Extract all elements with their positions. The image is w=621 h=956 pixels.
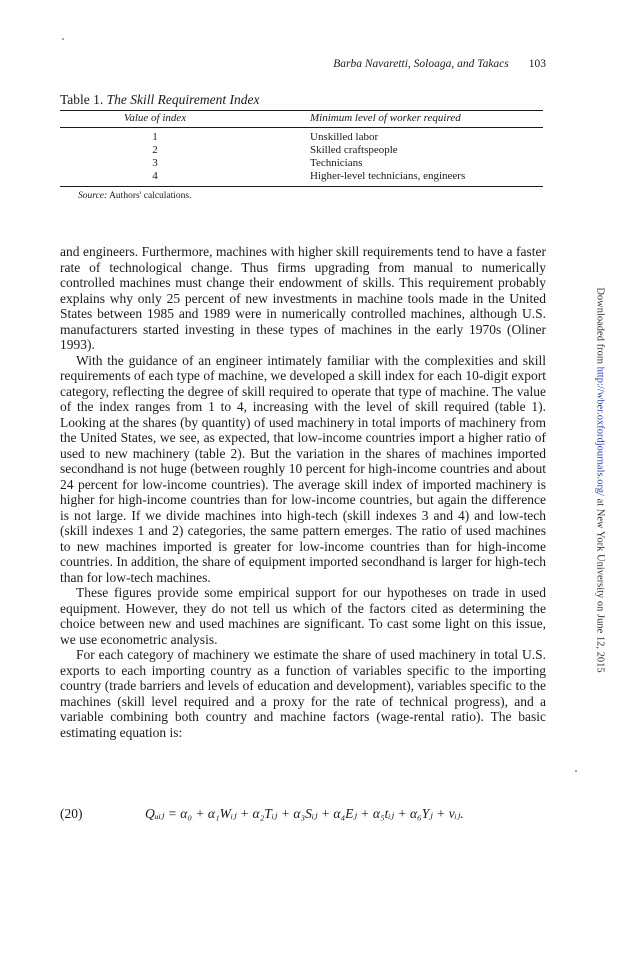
table-cell-worker: Technicians xyxy=(310,157,363,169)
source-label: Source: xyxy=(78,191,108,201)
equation-body: Qᵤᵢⱼ = α₀ + α₁Wᵢⱼ + α₂Tᵢⱼ + α₃Sᵢⱼ + α₄Eⱼ + α₅tᵢⱼ + α₆Yⱼ + vᵢⱼ. xyxy=(145,806,464,821)
paragraph-4: For each category of machinery we estimate the share of used machinery in total U.S. exports to each importing country as a function of variables specific to the importing country (trade barriers and levels of education and development), variables specific to the machines (skill level required and a proxy for the rate of technical progress), and a variable combining both country and machine factors (wage-rental ratio). The basic estimating equation is: xyxy=(60,647,546,740)
column-header-index: Value of index xyxy=(123,112,187,124)
table-row xyxy=(60,157,543,170)
table-row xyxy=(60,131,543,144)
table-1 xyxy=(60,92,543,201)
paragraph-1: and engineers. Furthermore, machines with higher skill requirements tend to have a faster rate of technological change. Thus firms upgrading from manual to numerically controlled machines must change their endowment of skills. This requirement probably explains why only 25 percent of new investments in machine tools made in the United States between 1985 and 1989 were in numerically controlled machines, although U.S. manufacturers started investing in these types of machines in the early 1970s (Oliner 1993). xyxy=(60,244,546,352)
table-cell-index: 1 xyxy=(152,131,158,143)
scan-speck xyxy=(62,38,64,40)
table-row xyxy=(60,170,543,183)
paragraph-3: These figures provide some empirical support for our hypotheses on trade in used equipment. However, they do not tell us which of the factors cited as determining the choice between new and used machines are significant. To cast some light on this issue, we use econometric analysis. xyxy=(60,585,546,647)
paragraph-2: With the guidance of an engineer intimately familiar with the complexities and skill requirements of each type of machine, we developed a skill index for each 10-digit export category, reflecting the degree of skill required to operate that type of machine. The value of the index ranges from 1 to 4, increasing with the level of skill required (table 1). Looking at the shares (by quantity) of used machinery in total imports of machinery from the United States, we see, as expected, that low-income countries import a higher ratio of used to new machinery (table 2). But the variation in the shares of machines imported secondhand is not huge (between roughly 10 percent for high-income countries and about 24 percent for low-income countries). The average skill index of imported machinery is higher for high-income countries than for low-income countries, but again the difference is not large. If we divide machines into high-tech (skill indexes 3 and 4) and low-tech (skill indexes 1 and 2) categories, the same pattern emerges. The ratio of used machines to new machines imported is greater for low-income countries than for high-income countries. In addition, the share of equipment imported secondhand is larger for high-tech than for low-tech machines. xyxy=(60,352,546,585)
watermark-suffix: at New York University on June 12, 2015 xyxy=(594,495,606,673)
table-bottom-rule xyxy=(60,186,543,187)
table-cell-index: 3 xyxy=(152,157,158,169)
table-cell-index: 2 xyxy=(152,144,158,156)
scan-speck xyxy=(575,770,577,772)
table-title: The Skill Requirement Index xyxy=(106,92,260,107)
table-body xyxy=(60,128,543,186)
table-caption xyxy=(60,92,543,108)
table-header-row xyxy=(60,111,543,127)
table-source xyxy=(78,191,543,201)
table-row xyxy=(60,144,543,157)
watermark-link[interactable]: http://wber.oxfordjournals.org/ xyxy=(594,366,606,496)
watermark-prefix: Downloaded from xyxy=(594,287,606,367)
running-head xyxy=(60,58,546,70)
table-cell-worker: Skilled craftspeople xyxy=(310,144,398,156)
body-text xyxy=(60,244,546,740)
column-header-worker: Minimum level of worker required xyxy=(310,112,461,124)
table-cell-index: 4 xyxy=(152,170,158,182)
table-cell-worker: Unskilled labor xyxy=(310,131,379,143)
equation-20 xyxy=(60,806,546,822)
download-watermark xyxy=(595,287,606,672)
table-cell-worker: Higher-level technicians, engineers xyxy=(310,170,466,182)
source-text: Authors' calculations. xyxy=(109,191,192,201)
page-number: 103 xyxy=(528,58,546,70)
table-label: Table 1. xyxy=(60,92,104,107)
running-head-authors: Barba Navaretti, Soloaga, and Takacs xyxy=(333,58,509,70)
equation-number: (20) xyxy=(60,806,83,821)
